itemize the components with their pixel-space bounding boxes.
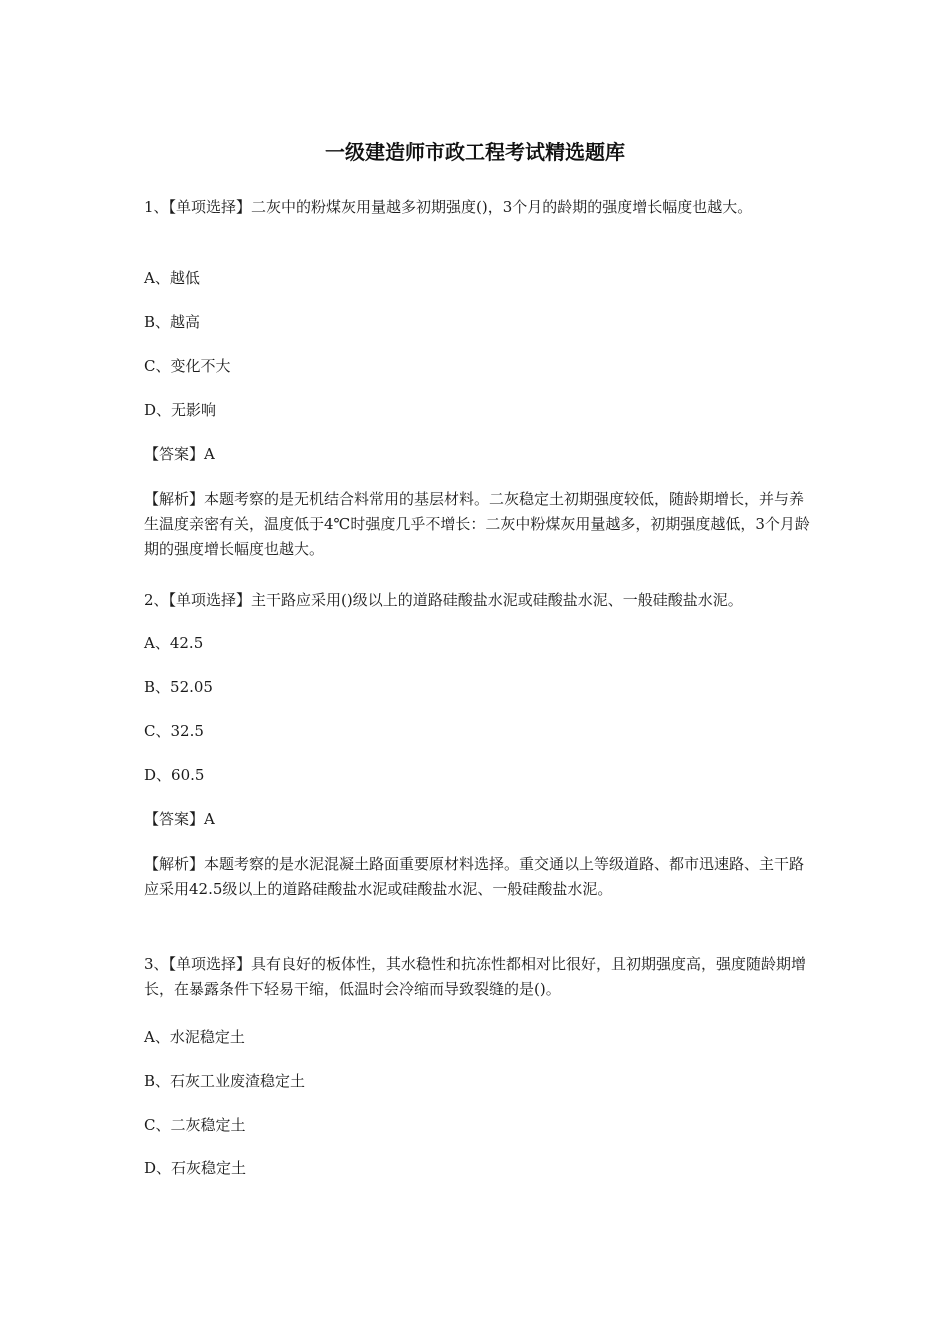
question-1-option-b: B、越高 — [144, 313, 201, 331]
question-2-option-d: D、60.5 — [144, 766, 205, 784]
question-2-analysis: 【解析】本题考察的是水泥混凝土路面重要原材料选择。重交通以上等级道路、都市迅速路、主干路应采用42.5级以上的道路硅酸盐水泥或硅酸盐水泥、一般硅酸盐水泥。 — [144, 855, 805, 898]
question-3-option-d: D、石灰稳定土 — [144, 1159, 247, 1177]
question-1-option-a: A、越低 — [144, 269, 200, 287]
question-1-option-c: C、变化不大 — [144, 357, 231, 375]
question-2-answer: 【答案】A — [144, 810, 215, 828]
question-3-option-a: A、水泥稳定土 — [144, 1028, 245, 1046]
question-2-option-c: C、32.5 — [144, 722, 204, 740]
question-2-option-b: B、52.05 — [144, 678, 213, 696]
question-2-stem: 2、【单项选择】主干路应采用()级以上的道路硅酸盐水泥或硅酸盐水泥、一般硅酸盐水泥。 — [144, 591, 743, 609]
question-2-option-a: A、42.5 — [144, 634, 204, 652]
question-1-answer: 【答案】A — [144, 445, 215, 463]
question-1-stem: 1、【单项选择】二灰中的粉煤灰用量越多初期强度()，3个月的龄期的强度增长幅度也越大。 — [144, 198, 753, 216]
question-3-option-c: C、二灰稳定土 — [144, 1116, 246, 1134]
question-3-stem: 3、【单项选择】具有良好的板体性，其水稳性和抗冻性都相对比很好，且初期强度高，强度随龄期增长，在暴露条件下轻易干缩，低温时会冷缩而导致裂缝的是()。 — [144, 955, 807, 998]
question-3-option-b: B、石灰工业废渣稳定土 — [144, 1072, 306, 1090]
question-1-analysis: 【解析】本题考察的是无机结合料常用的基层材料。二灰稳定土初期强度较低，随龄期增长，并与养生温度亲密有关，温度低于4℃时强度几乎不增长：二灰中粉煤灰用量越多，初期强度越低，3个月龄期的强度增长幅度也越大。 — [144, 490, 810, 558]
page-title: 一级建造师市政工程考试精选题库 — [325, 140, 625, 164]
question-1-option-d: D、无影响 — [144, 401, 217, 419]
